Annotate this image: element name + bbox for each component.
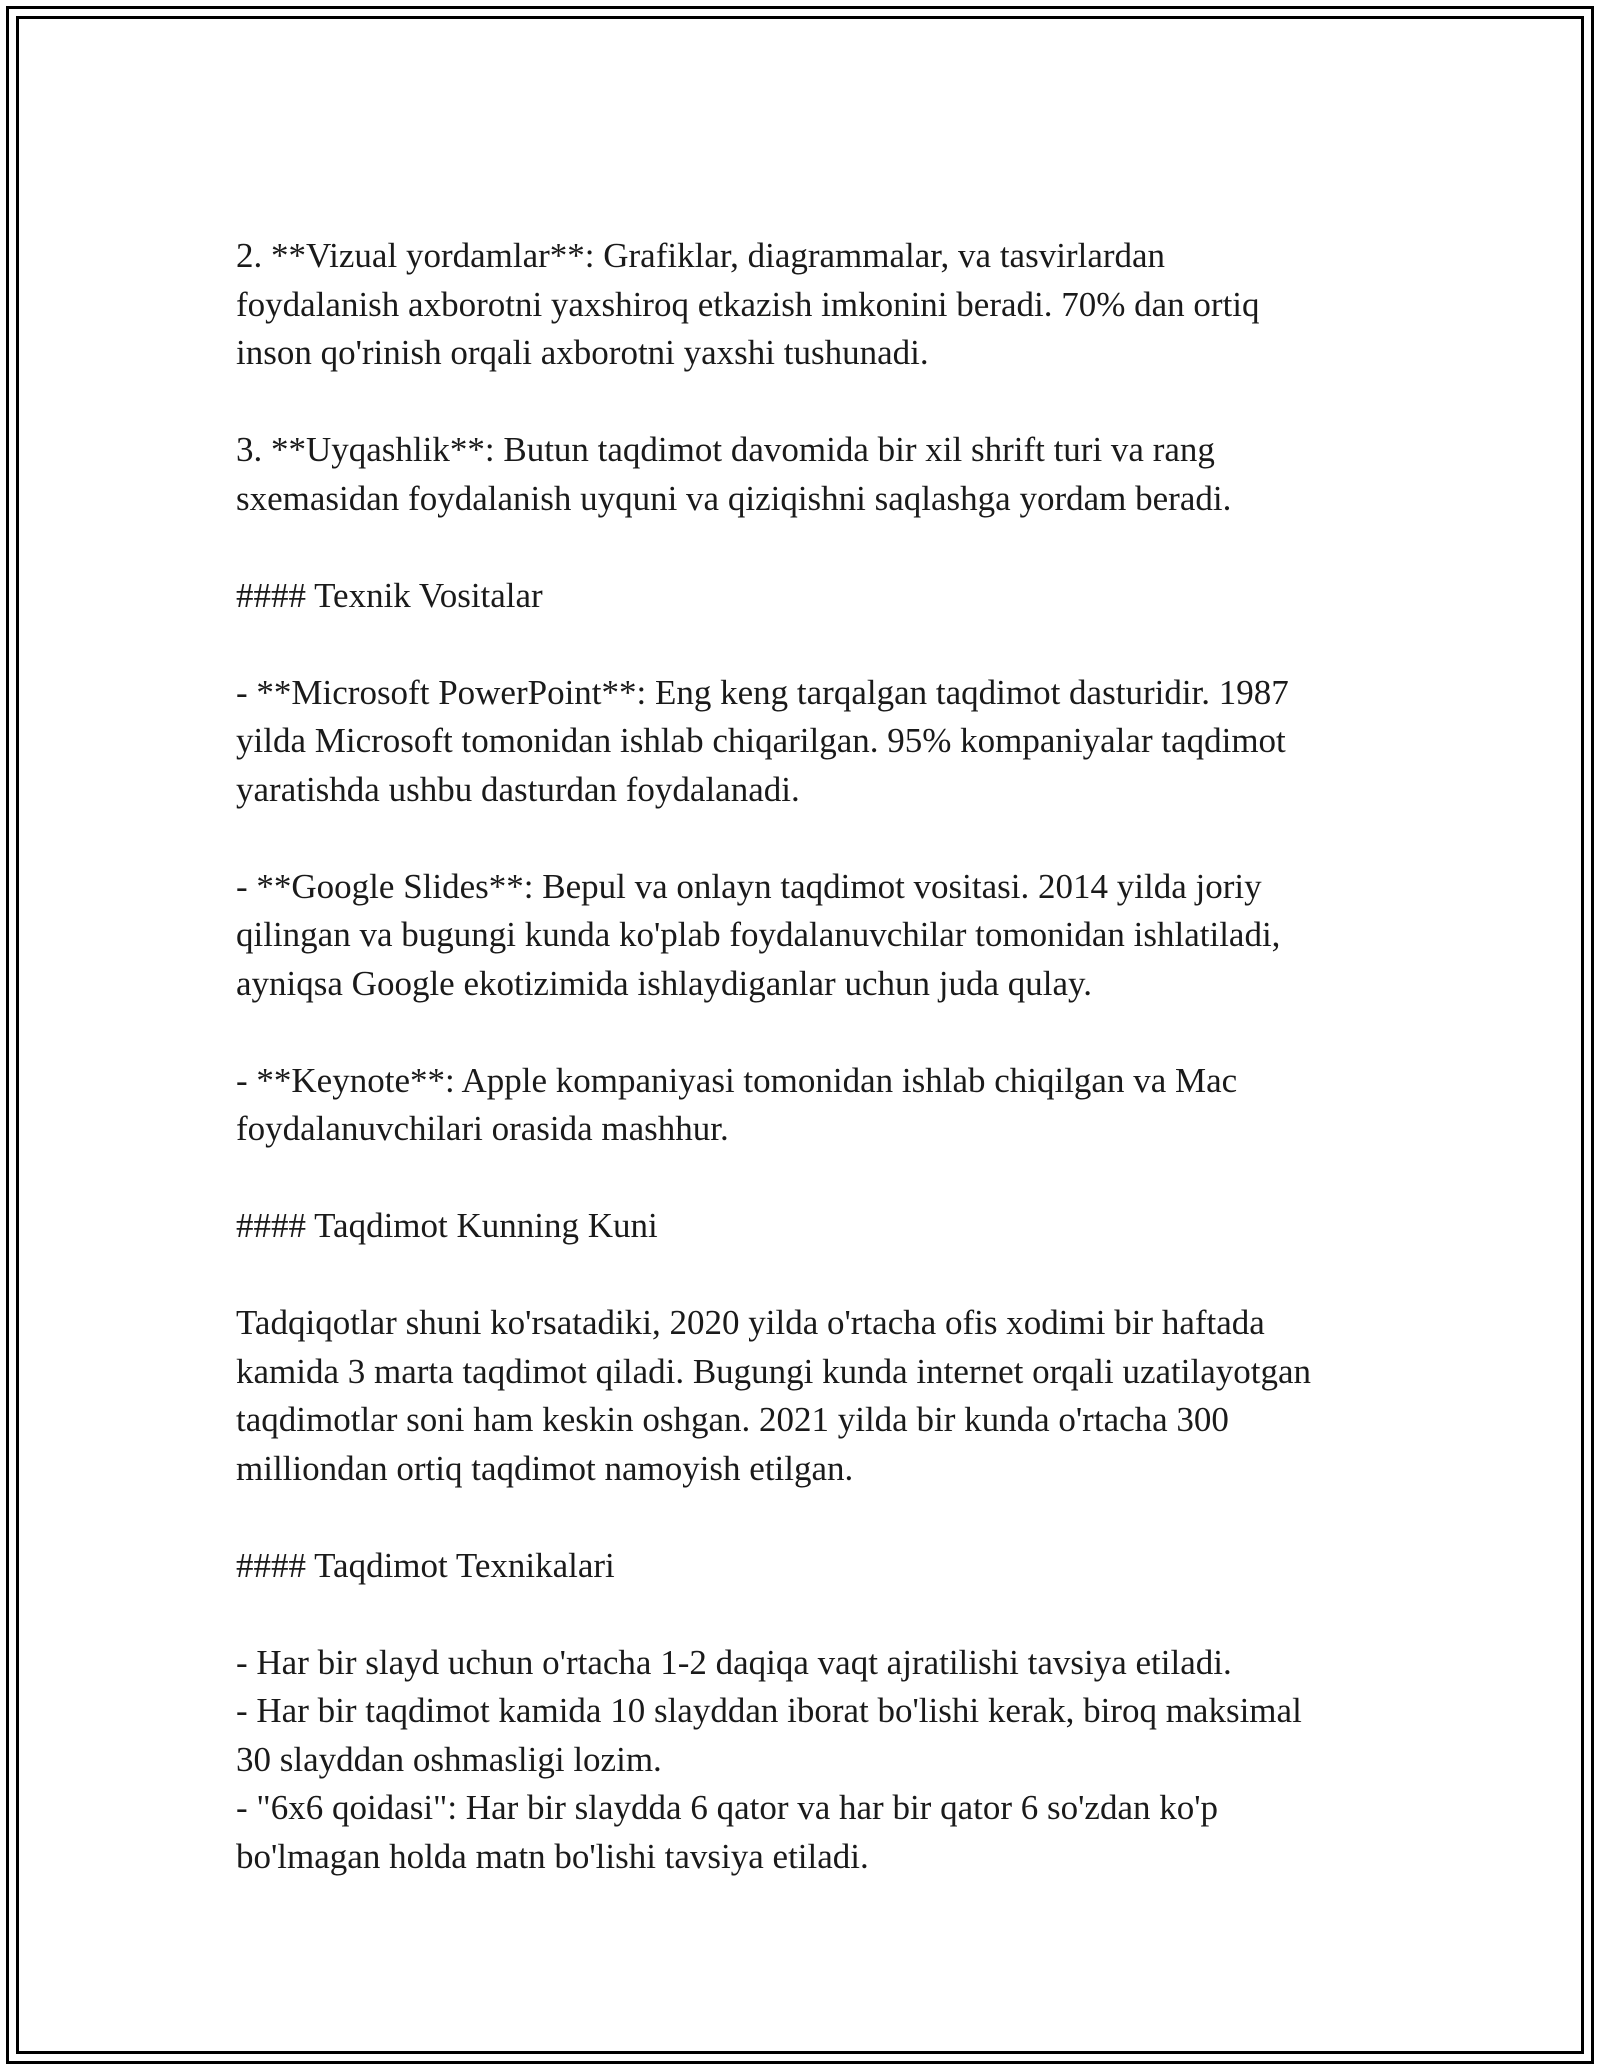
text-line: bo'lmagan holda matn bo'lishi tavsiya etiladi. — [236, 1836, 869, 1876]
text-line: taqdimotlar soni ham keskin oshgan. 2021 yilda bir kunda o'rtacha 300 — [236, 1400, 1229, 1439]
heading-presentation-techniques — [236, 1542, 1386, 1591]
text-line: - **Microsoft PowerPoint**: Eng keng tarqalgan taqdimot dasturidir. 1987 — [236, 672, 1289, 712]
body-research-paragraph — [236, 1299, 1386, 1493]
text-line: sxemasidan foydalanish uyquni va qiziqishni saqlashga yordam beradi. — [236, 478, 1232, 518]
text-line: yilda Microsoft tomonidan ishlab chiqarilgan. 95% kompaniyalar taqdimot — [236, 721, 1286, 760]
list-item-visual-aids — [236, 232, 1386, 378]
list-item-consistency — [236, 426, 1386, 523]
heading-technical-tools — [236, 572, 1386, 621]
text-line: yaratishda ushbu dasturdan foydalanadi. — [236, 769, 800, 809]
bullet-keynote — [236, 1057, 1386, 1154]
text-line: - **Google Slides**: Bepul va onlayn taqdimot vositasi. 2014 yilda joriy — [236, 866, 1262, 906]
heading-text: #### Taqdimot Texnikalari — [236, 1545, 615, 1585]
heading-text: #### Taqdimot Kunning Kuni — [236, 1206, 658, 1245]
text-line: ayniqsa Google ekotizimida ishlaydiganlar uchun juda qulay. — [236, 963, 1092, 1003]
bullet-powerpoint — [236, 669, 1386, 815]
bullet-google-slides — [236, 863, 1386, 1009]
text-line: - **Keynote**: Apple kompaniyasi tomonidan ishlab chiqilgan va Mac — [236, 1060, 1238, 1100]
text-line: kamida 3 marta taqdimot qiladi. Bugungi kunda internet orqali uzatilayotgan — [236, 1351, 1312, 1391]
text-line: milliondan ortiq taqdimot namoyish etilgan. — [236, 1448, 854, 1488]
document-body — [236, 232, 1386, 1881]
text-line: - Har bir slayd uchun o'rtacha 1-2 daqiqa vaqt ajratilishi tavsiya etiladi. — [236, 1642, 1232, 1682]
text-line: Tadqiqotlar shuni ko'rsatadiki, 2020 yilda o'rtacha ofis xodimi bir haftada — [236, 1303, 1265, 1342]
text-line: qilingan va bugungi kunda ko'plab foydalanuvchilar tomonidan ishlatiladi, — [236, 915, 1281, 954]
heading-presentation-day — [236, 1202, 1386, 1251]
text-line: 30 slayddan oshmasligi lozim. — [236, 1739, 662, 1779]
text-line: foydalanish axborotni yaxshiroq etkazish imkonini beradi. 70% dan ortiq — [236, 284, 1260, 324]
text-line: 3. **Uyqashlik**: Butun taqdimot davomida bir xil shrift turi va rang — [236, 430, 1215, 469]
bullet-list-techniques — [236, 1639, 1386, 1882]
text-line: inson qo'rinish orqali axborotni yaxshi tushunadi. — [236, 333, 929, 372]
text-line: 2. **Vizual yordamlar**: Grafiklar, diagrammalar, va tasvirlardan — [236, 236, 1166, 275]
heading-text: #### Texnik Vositalar — [236, 575, 543, 615]
text-line: - "6x6 qoidasi": Har bir slaydda 6 qator va har bir qator 6 so'zdan ko'p — [236, 1788, 1219, 1827]
text-line: foydalanuvchilari orasida mashhur. — [236, 1109, 729, 1148]
text-line: - Har bir taqdimot kamida 10 slayddan iborat bo'lishi kerak, biroq maksimal — [236, 1691, 1302, 1730]
